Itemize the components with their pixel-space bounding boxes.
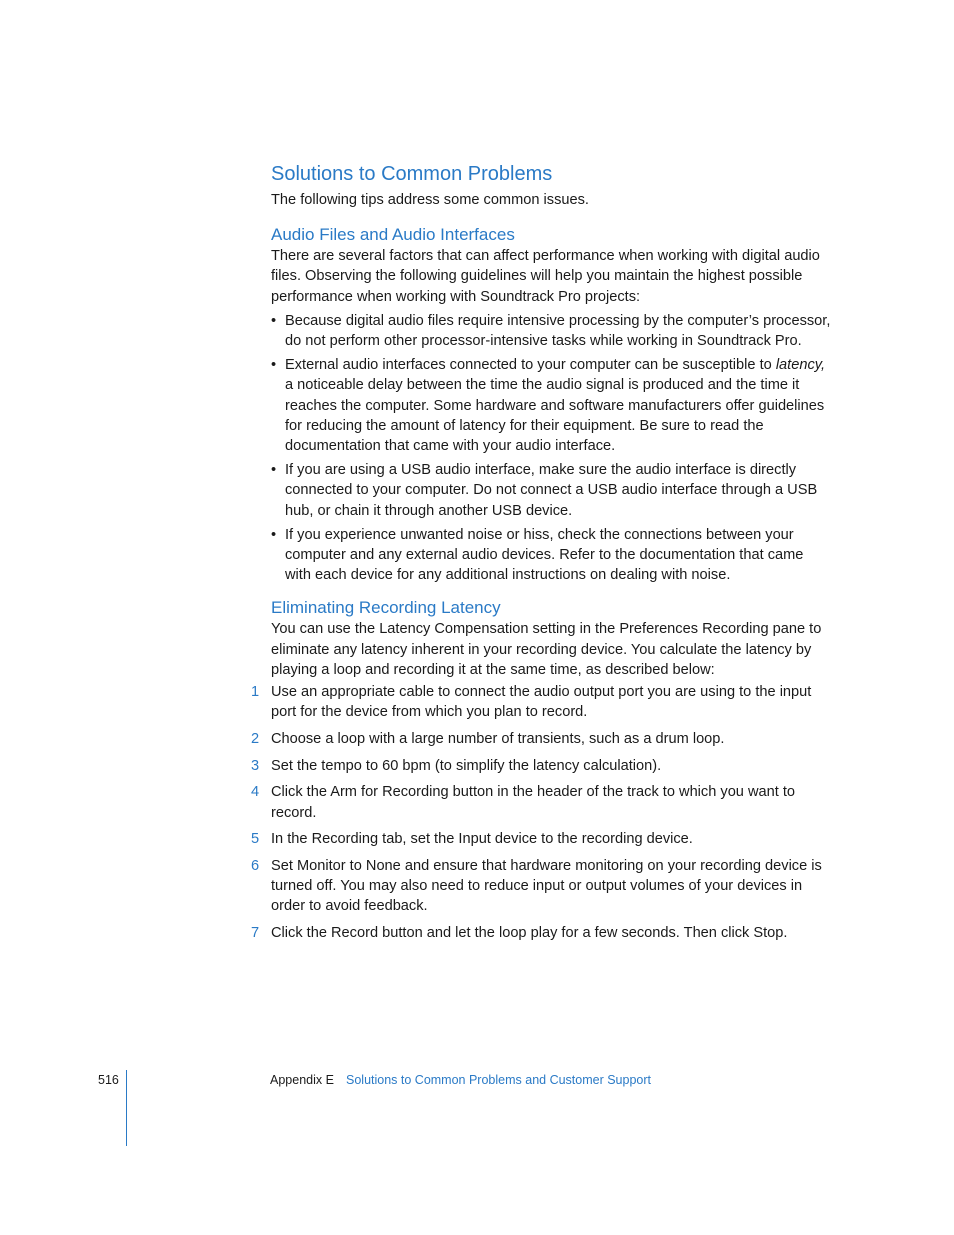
bullet-list (271, 311, 831, 586)
section-heading-audio-files: Audio Files and Audio Interfaces (271, 225, 515, 245)
step-number: 1 (251, 684, 260, 701)
step-number: 2 (251, 730, 260, 747)
step-text: In the Recording tab, set the Input device to the recording device. (271, 831, 693, 848)
bullet-marker: • (271, 526, 277, 543)
bullet-text-before: External audio interfaces connected to your computer can be susceptible to (285, 357, 776, 374)
section-heading-latency: Eliminating Recording Latency (271, 598, 501, 618)
step-text: Choose a loop with a large number of transients, such as a drum loop. (271, 730, 725, 747)
step-number: 4 (251, 784, 260, 801)
page-footer (0, 1070, 954, 1150)
step-text: Click the Arm for Recording button in the header of the track to which you want to record. (271, 784, 796, 821)
appendix-label: Appendix E (270, 1073, 334, 1087)
list-item (271, 460, 831, 521)
section-paragraph-latency: You can use the Latency Compensation setting in the Preferences Recording pane to eliminate any latency inherent in your recording device. You calculate the latency by playing a loop and recording it at the same time, as described below: (271, 621, 822, 678)
step-number: 6 (251, 857, 260, 874)
list-item (271, 525, 831, 586)
bullet-marker: • (271, 357, 277, 374)
step-item (251, 829, 831, 849)
step-item (251, 729, 831, 749)
step-number: 5 (251, 831, 260, 848)
footer-divider (126, 1070, 127, 1146)
step-number: 7 (251, 925, 260, 942)
step-item (251, 682, 831, 722)
bullet-text-after: a noticeable delay between the time the audio signal is produced and the time it reaches the computer. Some hardware and software manufacturers offer guidelines for reducing the amount of latency for their equipment. Be sure to read the documentation that came with your audio interface. (285, 377, 825, 455)
page-content (251, 160, 831, 950)
bullet-text: If you experience unwanted noise or hiss, check the connections between your computer and any external audio devices. Refer to the documentation that came with each device for any additional instructions on dealing with noise. (285, 526, 804, 584)
intro-text: The following tips address some common issues. (271, 192, 589, 208)
step-text: Set the tempo to 60 bpm (to simplify the latency calculation). (271, 757, 662, 774)
step-text: Click the Record button and let the loop play for a few seconds. Then click Stop. (271, 925, 788, 942)
step-item (251, 782, 831, 822)
section-paragraph-audio-files: There are several factors that can affect performance when working with digital audio files. Observing the following guidelines will help you maintain the highest possible performance when working with Soundtrack Pro projects: (271, 248, 820, 305)
bullet-marker: • (271, 312, 277, 329)
list-item (271, 355, 831, 456)
step-item (251, 856, 831, 917)
page-number: 516 (98, 1073, 119, 1087)
bullet-text-italic: latency, (775, 357, 826, 374)
numbered-steps (251, 682, 831, 943)
step-item (251, 923, 831, 943)
step-number: 3 (251, 757, 260, 774)
bullet-text: If you are using a USB audio interface, make sure the audio interface is directly connected to your computer. Do not connect a USB audio interface through a USB hub, or chain it through another USB device. (285, 462, 818, 519)
section-eliminating-latency (251, 597, 831, 943)
step-item (251, 756, 831, 776)
chapter-title: Solutions to Common Problems and Customer Support (346, 1073, 652, 1087)
list-item (271, 311, 831, 351)
bullet-marker: • (271, 462, 277, 479)
page-title: Solutions to Common Problems (271, 163, 553, 185)
step-text: Set Monitor to None and ensure that hardware monitoring on your recording device is turned off. You may also need to reduce input or output volumes of your devices in order to avoid feedback. (271, 857, 822, 915)
bullet-text: Because digital audio files require intensive processing by the computer’s processor, do not perform other processor-intensive tasks while working in Soundtrack Pro. (285, 312, 831, 350)
step-text: Use an appropriate cable to connect the audio output port you are using to the input port for the device from which you plan to record. (271, 684, 812, 721)
